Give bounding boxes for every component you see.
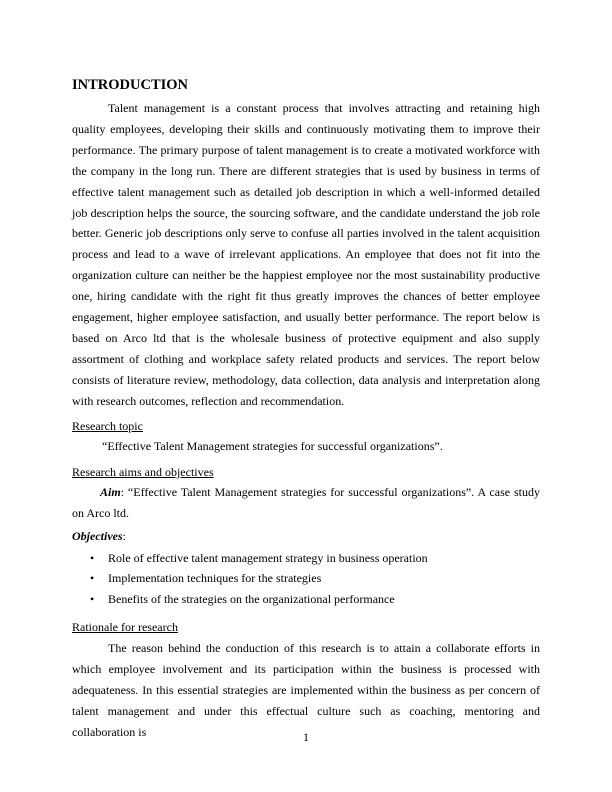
- objectives-colon: :: [122, 528, 126, 543]
- document-page: [72, 76, 540, 743]
- research-topic-section: [72, 418, 540, 455]
- research-topic-text: “Effective Talent Management strategies for successful organizations”.: [102, 438, 443, 453]
- list-item: [72, 548, 540, 569]
- aim-paragraph: [72, 482, 540, 524]
- objective-text: Benefits of the strategies on the organizational performance: [108, 591, 395, 606]
- objectives-line: [72, 527, 540, 545]
- rationale-heading: Rationale for research: [72, 620, 178, 635]
- page-number: 1: [303, 730, 309, 744]
- aim-text: : “Effective Talent Management strategies for successful organizations”. A case study on Arco ltd.: [72, 484, 540, 520]
- intro-paragraph: Talent management is a constant process that involves attracting and retaining high quality employees, developing their skills and continuously motivating them to improve their performance. The primary purpose of talent management is to create a motivated workforce with the company in the long run. There are different strategies that is used by business in terms of effective talent management such as detailed job description in which a well-informed detailed job description helps the source, the sourcing software, and the candidate understand the job role better. Generic job descriptions only serve to confuse all parties involved in the talent acquisition process and lead to a wave of irrelevant applications. An employee that does not fit into the organization culture can neither be the happiest employee nor the most sustainability productive one, hiring candidate with the right fit thus greatly improves the chances of better employee engagement, higher employee satisfaction, and usually better performance. The report below is based on Arco ltd that is the wholesale business of protective equipment and also supply assortment of clothing and workplace safety related products and services. The report below consists of literature review, methodology, data collection, data analysis and interpretation along with research outcomes, reflection and recommendation.: [72, 101, 540, 408]
- objectives-list: [72, 548, 540, 610]
- bullet-icon: •: [90, 571, 95, 586]
- bullet-icon: •: [90, 550, 95, 565]
- list-item: [72, 568, 540, 589]
- aim-label: Aim: [100, 484, 121, 499]
- objective-text: Implementation techniques for the strategies: [108, 571, 322, 586]
- page-title: INTRODUCTION: [72, 77, 189, 93]
- list-item: [72, 589, 540, 610]
- research-topic-heading: Research topic: [72, 418, 143, 433]
- research-aims-heading: Research aims and objectives: [72, 464, 214, 479]
- rationale-section: [72, 619, 540, 743]
- bullet-icon: •: [90, 591, 95, 606]
- rationale-paragraph: The reason behind the conduction of this research is to attain a collaborate efforts in which employee involvement and its participation within the business is processed with adequateness. In this essential strategies are implemented within the business as per concern of talent management and under this effectual culture such as coaching, mentoring and collaboration is: [72, 641, 540, 739]
- research-aims-section: [72, 464, 540, 610]
- objectives-label: Objectives: [72, 528, 123, 543]
- objective-text: Role of effective talent management strategy in business operation: [108, 550, 428, 565]
